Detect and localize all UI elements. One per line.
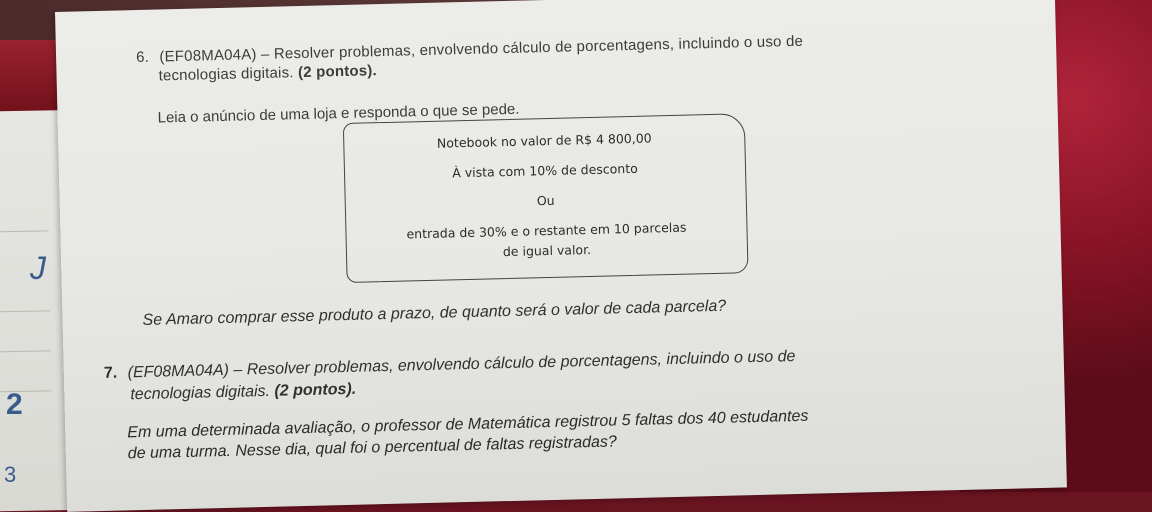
ad-line-or: Ou	[536, 192, 555, 209]
store-ad-box	[343, 113, 749, 283]
margin-mark-j: J	[30, 250, 46, 286]
question-7-body	[127, 400, 1048, 464]
ad-line-installments: entrada de 30% e o restante em 10 parcelas	[406, 219, 687, 242]
question-6-ask: Se Amaro comprar esse produto a prazo, de quanto será o valor de cada parcela?	[142, 297, 727, 329]
question-6-lead: Leia o anúncio de uma loja e responda o que se pede.	[157, 100, 520, 127]
question-6-points: (2 pontos).	[297, 62, 378, 82]
ad-line-price: Notebook no valor de R$ 4 800,00	[436, 130, 652, 151]
question-6-number: 6.	[135, 48, 150, 67]
question-6-heading	[136, 27, 1017, 86]
question-6-heading-text: (EF08MA04A) – Resolver problemas, envolvendo cálculo de porcentagens, incluindo o uso de	[159, 32, 804, 66]
margin-mark-2: 2	[6, 388, 23, 421]
question-7-body-line2: de uma turma. Nesse dia, qual foi o percentual de faltas registradas?	[127, 433, 618, 463]
question-7-heading-line2: tecnologias digitais.	[130, 382, 271, 404]
question-6-heading-line2: tecnologias digitais.	[158, 64, 294, 85]
ad-line-discount: À vista com 10% de desconto	[452, 160, 638, 181]
question-7-number: 7.	[103, 364, 118, 382]
paper-rule	[0, 230, 49, 232]
paper-rule	[0, 310, 50, 312]
question-7-body-line1: Em uma determinada avaliação, o professor de Matemática registrou 5 faltas dos 40 estudantes	[127, 407, 809, 442]
margin-mark-3: 3	[4, 462, 17, 487]
question-7-points: (2 pontos).	[274, 380, 357, 400]
question-7-heading	[104, 340, 1025, 406]
question-7-heading-text: (EF08MA04A) – Resolver problemas, envolvendo cálculo de porcentagens, incluindo o uso de	[127, 348, 796, 382]
exam-sheet	[55, 0, 1067, 512]
ad-line-equal-value: de igual valor.	[502, 241, 592, 260]
paper-rule	[0, 350, 51, 352]
